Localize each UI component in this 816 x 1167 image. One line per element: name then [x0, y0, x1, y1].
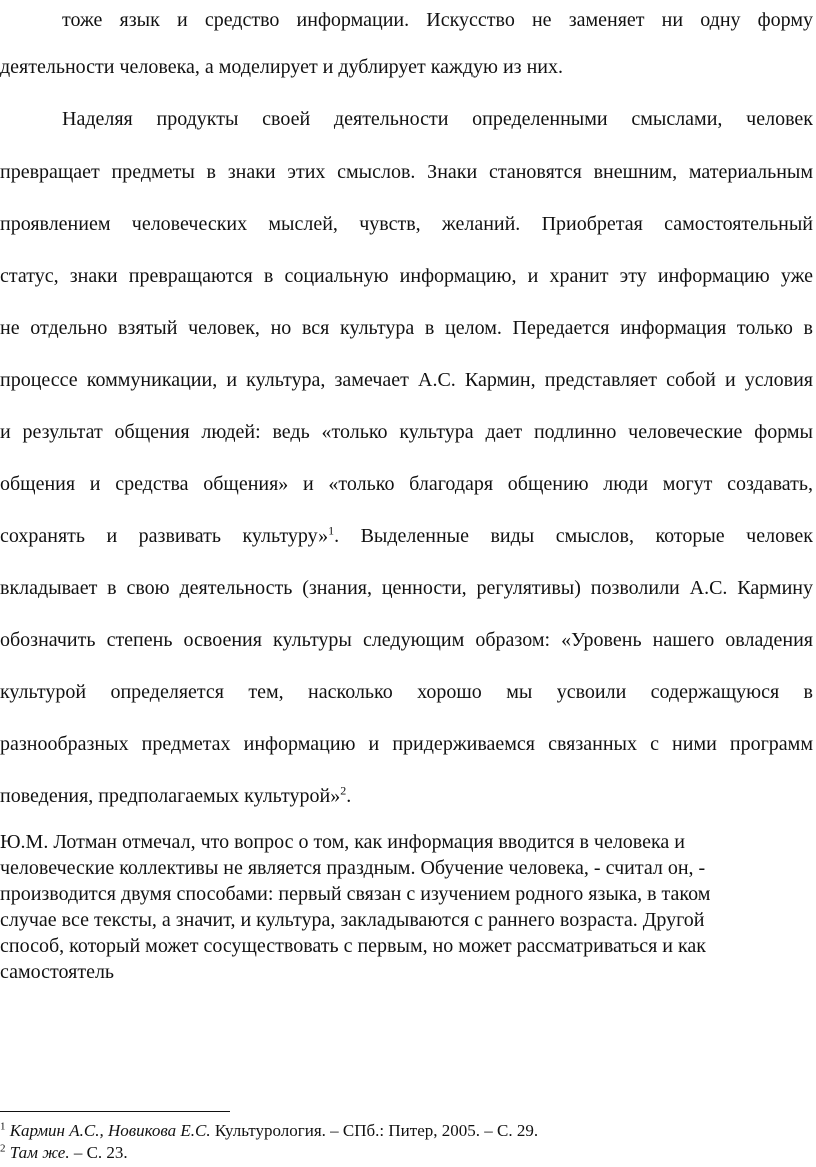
text-line: не отдельно взятый человек, но вся культура в целом. Передается информация только в — [0, 317, 813, 339]
text-line: проявлением человеческих мыслей, чувств, желаний. Приобретая самостоятельный — [0, 213, 813, 235]
footnote-ref-2: 2 — [340, 783, 347, 798]
text-line: обозначить степень освоения культуры следующим образом: «Уровень нашего овладения — [0, 629, 813, 651]
text-line: вкладывает в свою деятельность (знания, ценности, регулятивы) позволили А.С. Кармину — [0, 577, 813, 599]
text-line: человеческие коллективы не является праздным. Обучение человека, - считал он, - — [0, 857, 706, 879]
text-line-with-footnote — [0, 784, 813, 808]
text-line: Наделяя продукты своей деятельности определенными смыслами, человек — [62, 108, 813, 130]
footnote-ref-1: 1 — [328, 523, 335, 538]
text-line: способ, который может сосуществовать с первым, но может рассматриваться и как — [0, 935, 707, 957]
text-line: производится двумя способами: первый связан с изучением родного языка, в таком — [0, 883, 711, 905]
text-line: и результат общения людей: ведь «только культура дает подлинно человеческие формы — [0, 421, 813, 443]
text-line: процессе коммуникации, и культура, замечает А.С. Кармин, представляет собой и условия — [0, 369, 813, 391]
footnote-text: – С. 23. — [69, 1143, 128, 1162]
text-line: разнообразных предметах информацию и придерживаемся связанных с ними программ — [0, 733, 813, 755]
text-line: культурой определяется тем, насколько хорошо мы усвоили содержащуюся в — [0, 681, 813, 703]
text-line: случае все тексты, а значит, и культура, закладываются с раннего возраста. Другой — [0, 909, 705, 931]
text-line: Ю.М. Лотман отмечал, что вопрос о том, как информация вводится в человека и — [0, 831, 685, 853]
text-line: общения и средства общения» и «только благодаря общению люди могут создавать, — [0, 473, 813, 495]
text-segment: . Выделенные виды смыслов, которые человек — [334, 525, 813, 547]
text-line-with-footnote — [0, 524, 813, 548]
footnote-number: 1 — [0, 1120, 6, 1133]
footnote-number: 2 — [0, 1142, 6, 1155]
footnote-separator — [0, 1111, 230, 1112]
text-line: превращает предметы в знаки этих смыслов. Знаки становятся внешним, материальным — [0, 161, 813, 183]
text-segment: сохранять и развивать культуру» — [0, 525, 329, 547]
footnote-text: Культурология. – СПб.: Питер, 2005. – С. 29. — [210, 1121, 539, 1140]
text-line: тоже язык и средство информации. Искусство не заменяет ни одну форму — [62, 9, 813, 31]
text-line: самостоятель — [0, 961, 115, 983]
text-line: деятельности человека, а моделирует и дублирует каждую из них. — [0, 56, 563, 78]
footnote-1 — [0, 1121, 538, 1141]
text-line: статус, знаки превращаются в социальную информацию, и хранит эту информацию уже — [0, 265, 813, 287]
footnote-2 — [0, 1143, 128, 1163]
footnote-authors: Там же. — [9, 1143, 70, 1162]
footnote-authors: Кармин А.С., Новикова Е.С. — [9, 1121, 211, 1140]
text-segment: . — [346, 785, 352, 807]
text-segment: поведения, предполагаемых культурой» — [0, 785, 341, 807]
